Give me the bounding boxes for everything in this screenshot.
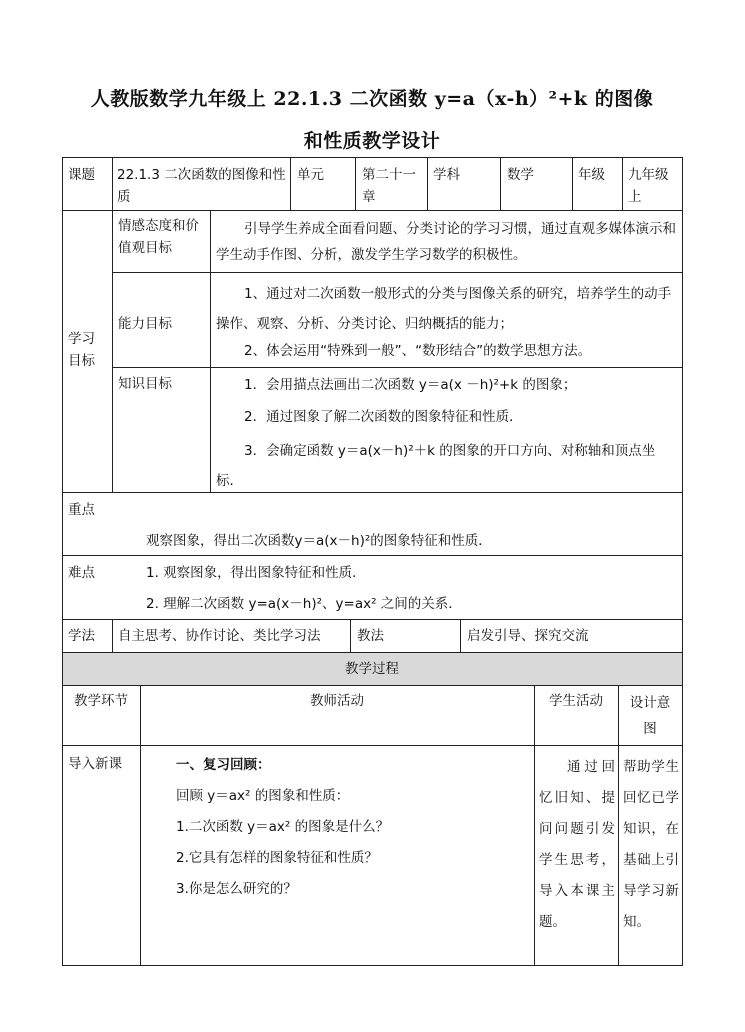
table-line	[62, 745, 683, 746]
table-line	[62, 685, 683, 686]
teach-method-value: 启发引导、探究交流	[467, 628, 589, 644]
key-point-text: 观察图象，得出二次函数y＝a(x－h)²的图象特征和性质．	[146, 533, 492, 549]
grade-label: 年级	[578, 167, 605, 183]
study-method-value: 自主思考、协作讨论、类比学习法	[118, 628, 321, 644]
table-border-right	[682, 157, 683, 966]
knowledge-goal-line2: 2．通过图象了解二次函数的图象特征和性质．	[244, 409, 523, 425]
table-line	[534, 685, 535, 965]
table-line	[290, 157, 291, 210]
table-line	[618, 685, 619, 965]
page-title-line2: 和性质教学设计	[303, 130, 441, 152]
table-line	[500, 157, 501, 210]
table-line	[460, 619, 461, 652]
process-heading: 教学过程	[345, 661, 399, 677]
ability-goal-label: 能力目标	[118, 316, 172, 332]
knowledge-goal-label: 知识目标	[118, 376, 172, 392]
page-title-line1: 人教版数学九年级上 22.1.3 二次函数 y=a（x-h）²+k 的图像	[90, 88, 654, 110]
table-line	[572, 157, 573, 210]
table-line	[112, 367, 683, 368]
col-student-header: 学生活动	[549, 693, 603, 709]
review-question-2: 2.它具有怎样的图象特征和性质？	[176, 850, 378, 866]
course-label: 课题	[68, 167, 95, 183]
ability-goal-line2: 2、体会运用“特殊到一般”、“数形结合”的数学思想方法。	[244, 343, 592, 359]
table-border-top	[62, 157, 683, 158]
study-method-label: 学法	[68, 628, 95, 644]
table-line	[112, 272, 683, 273]
col-stage-header: 教学环节	[74, 693, 128, 709]
table-line	[350, 619, 351, 652]
table-line	[62, 652, 683, 653]
table-line	[62, 210, 683, 211]
goals-label: 学习目标	[68, 331, 95, 369]
emotion-goal-label: 情感态度和价值观目标	[118, 218, 199, 256]
table-line	[62, 619, 683, 620]
review-question-3: 3.你是怎么研究的？	[176, 881, 297, 897]
table-line	[622, 157, 623, 210]
subject-label: 学科	[433, 167, 460, 183]
col-teacher-header: 教师活动	[310, 693, 364, 709]
knowledge-goal-line1: 1．会用描点法画出二次函数 y＝a(x －h)²+k 的图象；	[244, 377, 577, 393]
knowledge-goal-line3: 3．会确定函数 y＝a(x－h)²＋k 的图象的开口方向、对称轴和顶点坐标．	[216, 443, 656, 489]
table-line	[112, 157, 113, 210]
table-border-left	[62, 157, 63, 966]
unit-value: 第二十一章	[362, 167, 416, 205]
review-intro: 回顾 y＝ax² 的图象和性质：	[176, 788, 350, 804]
difficulty-line1: 1. 观察图象，得出图象特征和性质．	[146, 565, 366, 581]
table-line	[210, 210, 211, 492]
review-title: 一、复习回顾：	[176, 757, 271, 773]
course-value: 22.1.3 二次函数的图像和性质	[117, 167, 286, 205]
stage-intro: 导入新课	[68, 756, 122, 772]
table-line	[112, 619, 113, 652]
grade-value: 九年级上	[628, 167, 669, 205]
table-line	[112, 210, 113, 492]
table-line	[62, 555, 683, 556]
difficulty-label: 难点	[68, 565, 95, 581]
emotion-goal-text: 引导学生养成全面看问题、分类讨论的学习习惯，通过直观多媒体演示和学生动手作图、分析，激发学生学习数学的积极性。	[216, 221, 676, 263]
ability-goal-line1: 1、通过对二次函数一般形式的分类与图像关系的研究，培养学生的动手操作、观察、分析、分类讨论、归纳概括的能力；	[216, 286, 672, 332]
table-line	[140, 685, 141, 965]
table-line	[427, 157, 428, 210]
review-question-1: 1.二次函数 y＝ax² 的图象是什么？	[176, 819, 390, 835]
student-activity: 通过回忆旧知、提问问题引发学生思考，导入本课主题。	[539, 759, 615, 930]
col-design-header: 设计意图	[629, 695, 671, 737]
key-point-label: 重点	[68, 502, 95, 518]
table-line	[355, 157, 356, 210]
difficulty-line2: 2. 理解二次函数 y=a(x－h)²、y=ax² 之间的关系．	[146, 596, 462, 612]
design-intent: 帮助学生回忆已学知识，在基础上引导学习新知。	[623, 759, 679, 930]
teach-method-label: 教法	[357, 628, 384, 644]
unit-label: 单元	[297, 167, 324, 183]
table-border-bottom	[62, 965, 683, 966]
subject-value: 数学	[507, 167, 534, 183]
